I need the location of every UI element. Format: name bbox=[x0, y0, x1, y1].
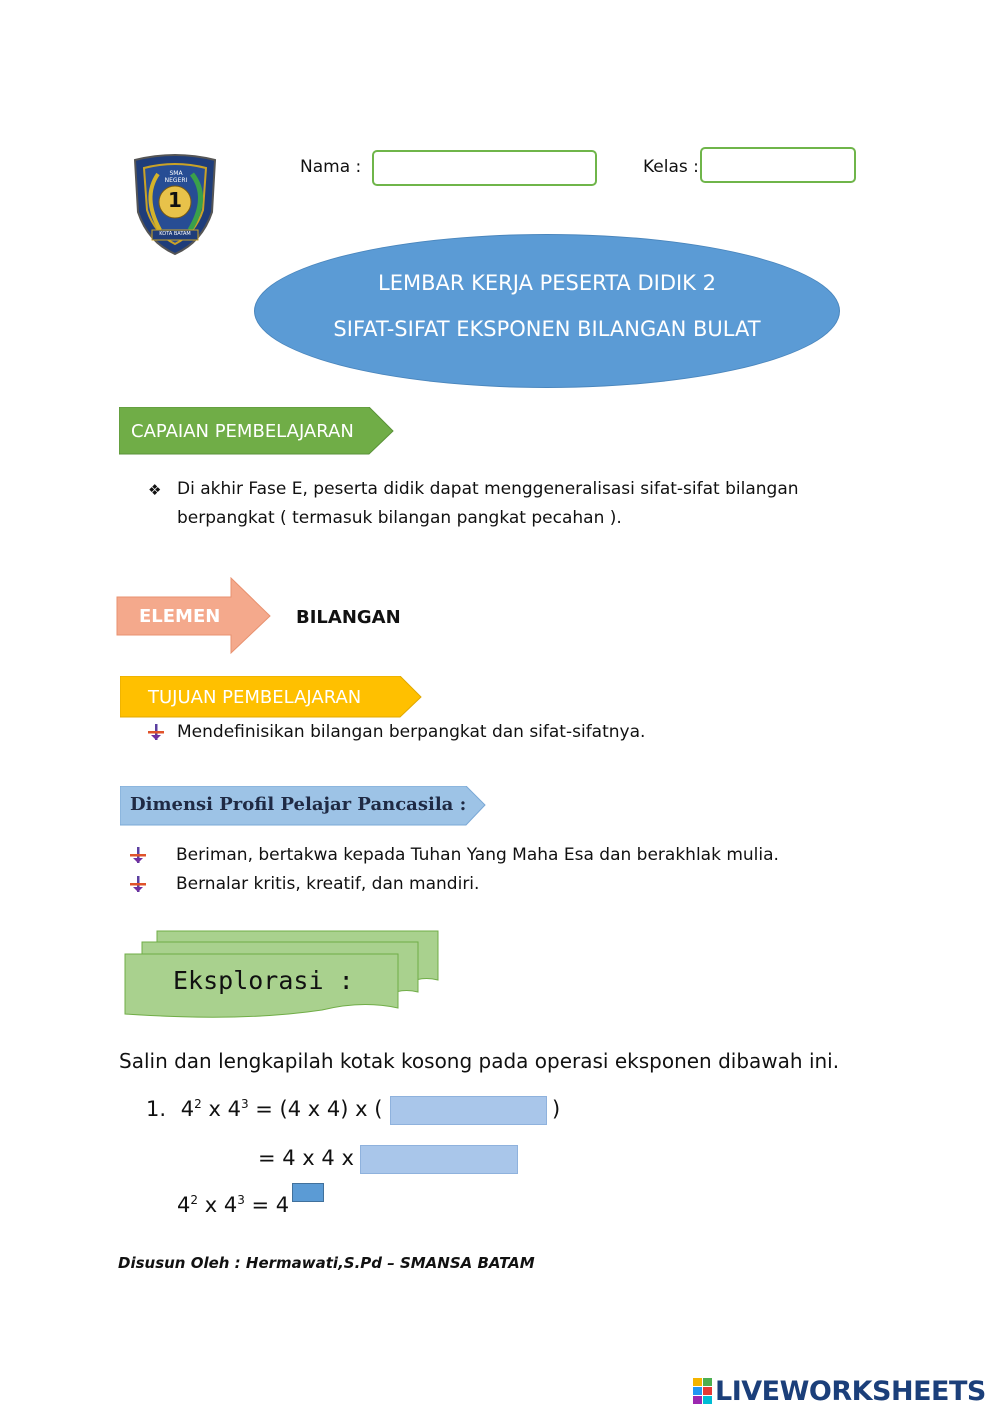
answer-box-exponent[interactable] bbox=[292, 1183, 324, 1202]
title-line-2: SIFAT-SIFAT EKSPONEN BILANGAN BULAT bbox=[333, 317, 761, 341]
math-line-3 bbox=[177, 1193, 289, 1217]
term-base: 4 bbox=[227, 1097, 241, 1121]
logo-text-bottom: KOTA BATAM bbox=[159, 231, 191, 237]
term-exp: 3 bbox=[240, 1097, 249, 1111]
dimensi-item-1: Beriman, bertakwa kepada Tuhan Yang Maha Esa dan berakhlak mulia. bbox=[176, 845, 779, 865]
arrow-bullet-icon bbox=[130, 847, 146, 863]
term-exp: 2 bbox=[194, 1097, 202, 1111]
lws-logo-icon bbox=[693, 1378, 713, 1404]
term-base: 4 bbox=[177, 1193, 191, 1217]
nama-field[interactable] bbox=[372, 150, 597, 186]
times-sign: x bbox=[204, 1193, 218, 1217]
eksplorasi-heading: Eksplorasi : bbox=[173, 966, 354, 995]
tujuan-item-1: Mendefinisikan bilangan berpangkat dan sifat-sifatnya. bbox=[177, 722, 646, 742]
answer-box-2[interactable] bbox=[360, 1145, 518, 1174]
term-base: 4 bbox=[223, 1193, 238, 1217]
elemen-value: BILANGAN bbox=[296, 607, 401, 628]
line1-end: ) bbox=[552, 1097, 561, 1121]
tujuan-heading: TUJUAN PEMBELAJARAN bbox=[148, 687, 362, 708]
kelas-field[interactable] bbox=[700, 147, 856, 183]
question-number: 1. bbox=[146, 1097, 167, 1121]
lws-brand: LIVEWORKSHEETS bbox=[715, 1376, 986, 1407]
capaian-heading: CAPAIAN PEMBELAJARAN bbox=[131, 421, 354, 442]
diamond-bullet-icon: ❖ bbox=[148, 481, 162, 499]
answer-box-1[interactable] bbox=[390, 1096, 547, 1125]
line3-prefix: = 4 bbox=[251, 1193, 290, 1217]
math-line-1 bbox=[146, 1097, 382, 1121]
liveworksheets-logo bbox=[693, 1376, 993, 1408]
logo-number: 1 bbox=[168, 188, 182, 212]
arrow-bullet-icon bbox=[130, 876, 146, 892]
arrow-bullet-icon bbox=[148, 724, 164, 740]
logo-text-top: SMA NEGERI bbox=[164, 170, 188, 184]
math-line-2: = 4 x 4 x bbox=[258, 1146, 354, 1170]
footer-author: Disusun Oleh : Hermawati,S.Pd – SMANSA BATAM bbox=[118, 1254, 535, 1272]
capaian-line-2: berpangkat ( termasuk bilangan pangkat pecahan ). bbox=[177, 508, 622, 528]
term-exp: 2 bbox=[190, 1193, 199, 1207]
kelas-label: Kelas : bbox=[643, 157, 699, 177]
nama-label: Nama : bbox=[300, 157, 362, 177]
capaian-line-1: Di akhir Fase E, peserta didik dapat menggeneralisasi sifat-sifat bilangan bbox=[177, 479, 799, 499]
title-line-1: LEMBAR KERJA PESERTA DIDIK 2 bbox=[378, 271, 716, 295]
line1-mid: = (4 x 4) x ( bbox=[255, 1097, 383, 1121]
dimensi-heading: Dimensi Profil Pelajar Pancasila : bbox=[130, 794, 467, 815]
term-exp: 3 bbox=[237, 1193, 245, 1207]
term-base: 4 bbox=[180, 1097, 195, 1121]
dimensi-item-2: Bernalar kritis, kreatif, dan mandiri. bbox=[176, 874, 480, 894]
eksplorasi-instruction: Salin dan lengkapilah kotak kosong pada operasi eksponen dibawah ini. bbox=[119, 1049, 840, 1073]
title-oval bbox=[254, 234, 840, 388]
school-logo bbox=[130, 152, 220, 256]
elemen-heading: ELEMEN bbox=[139, 606, 221, 627]
times-sign: x bbox=[208, 1097, 221, 1121]
